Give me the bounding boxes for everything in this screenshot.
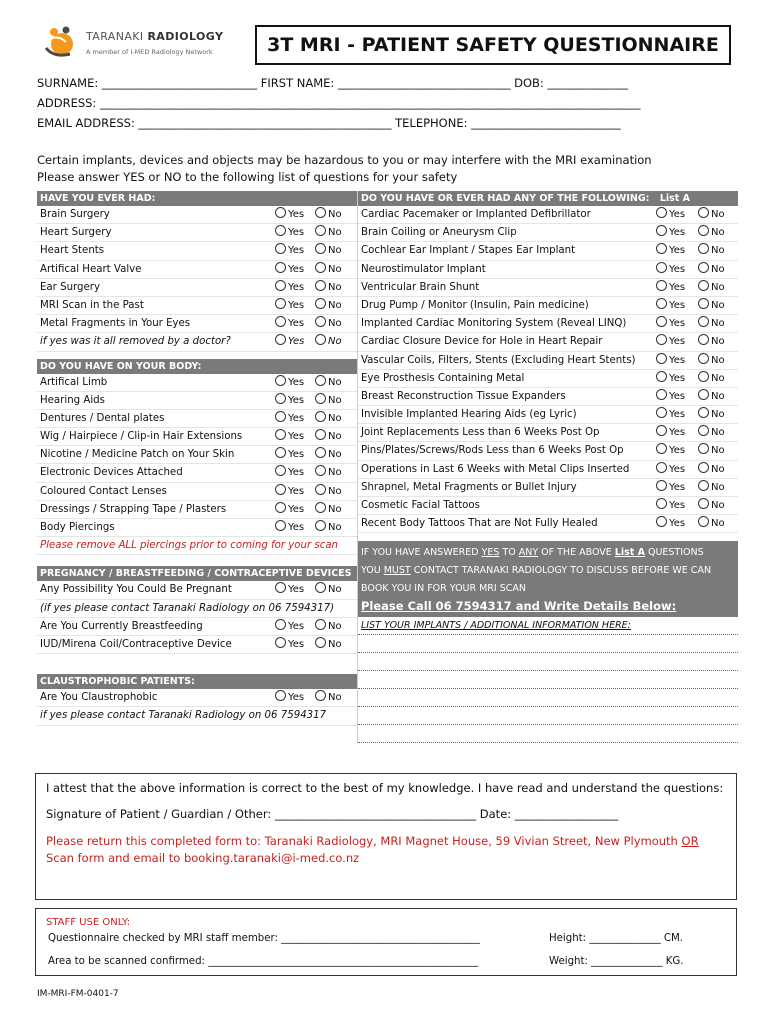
question-label: Cardiac Closure Device for Hole in Heart Repair (361, 336, 603, 348)
no-option[interactable]: No (698, 479, 725, 497)
radio-icon[interactable] (275, 429, 286, 440)
radio-icon[interactable] (656, 280, 667, 291)
radio-icon[interactable] (656, 334, 667, 345)
radio-icon[interactable] (656, 262, 667, 273)
radio-icon[interactable] (275, 447, 286, 458)
question-row (37, 636, 357, 654)
yes-option[interactable]: Yes (275, 279, 304, 297)
no-option[interactable]: No (315, 581, 342, 599)
piercing-note: Please remove ALL piercings prior to coming for your scan (37, 537, 357, 555)
radio-icon[interactable] (315, 465, 326, 476)
no-option[interactable]: No (698, 279, 725, 297)
notice-line-2: YOU MUST CONTACT TARANAKI RADIOLOGY TO DISCUSS BEFORE WE CAN (361, 565, 712, 577)
details-line[interactable] (358, 635, 738, 653)
intro-text (37, 152, 652, 186)
question-label: Nicotine / Medicine Patch on Your Skin (40, 449, 235, 461)
question-label: Artifical Limb (40, 376, 108, 388)
radio-icon[interactable] (698, 207, 709, 218)
question-label: Joint Replacements Less than 6 Weeks Post Op (361, 427, 600, 439)
question-label: Heart Stents (40, 245, 105, 257)
question-row (37, 428, 357, 446)
question-label: Heart Surgery (40, 227, 112, 239)
question-label: Dressings / Strapping Tape / Plasters (40, 503, 227, 515)
patient-name-line[interactable]: SURNAME: ___________________________ FIRST NAME: ______________________________ DOB: ______________ (37, 76, 628, 90)
radio-icon[interactable] (656, 462, 667, 473)
question-row (358, 479, 738, 497)
question-row (37, 483, 357, 501)
radio-icon[interactable] (698, 243, 709, 254)
radio-icon[interactable] (275, 690, 286, 701)
question-label: Pins/Plates/Screws/Rods Less than 6 Weeks Post Op (361, 445, 624, 457)
yes-option[interactable]: Yes (275, 519, 304, 537)
radio-icon[interactable] (275, 280, 286, 291)
no-option[interactable]: No (698, 261, 725, 279)
radio-icon[interactable] (698, 334, 709, 345)
yes-option[interactable]: Yes (275, 581, 304, 599)
no-option[interactable]: No (698, 242, 725, 260)
yes-option[interactable]: Yes (275, 501, 304, 519)
question-row (358, 461, 738, 479)
no-option[interactable]: No (698, 224, 725, 242)
radio-icon[interactable] (698, 407, 709, 418)
question-label: Body Piercings (40, 522, 115, 533)
yes-option[interactable]: Yes (275, 618, 304, 636)
question-row (37, 618, 357, 636)
yes-option[interactable]: Yes (656, 461, 685, 479)
yes-option[interactable]: Yes (656, 297, 685, 315)
question-row (37, 689, 357, 707)
question-row (358, 297, 738, 315)
yes-option[interactable]: Yes (275, 410, 304, 428)
question-label: Drug Pump / Monitor (Insulin, Pain medicine) (361, 299, 589, 311)
radio-icon[interactable] (275, 334, 286, 345)
question-label: Electronic Devices Attached (40, 467, 183, 479)
no-option[interactable]: No (698, 461, 725, 479)
attestation-box (35, 773, 737, 900)
checked-by-line[interactable]: Questionnaire checked by MRI staff member: _______________________________________ (48, 933, 480, 944)
question-label: Artifical Heart Valve (40, 263, 142, 275)
yes-option[interactable]: Yes (275, 689, 304, 707)
yes-option[interactable]: Yes (275, 636, 304, 654)
radio-icon[interactable] (275, 502, 286, 513)
yes-option[interactable]: Yes (656, 352, 685, 370)
details-line[interactable] (358, 689, 738, 707)
yes-option[interactable]: Yes (656, 406, 685, 424)
radio-icon[interactable] (315, 520, 326, 531)
question-label: Are You Claustrophobic (40, 692, 158, 704)
radio-icon[interactable] (315, 225, 326, 236)
radio-icon[interactable] (698, 353, 709, 364)
question-row (358, 497, 738, 515)
question-label: Cochlear Ear Implant / Stapes Ear Implant (361, 245, 576, 257)
page-title: 3T MRI - PATIENT SAFETY QUESTIONNAIRE (255, 25, 731, 65)
radio-icon[interactable] (315, 316, 326, 327)
radio-icon[interactable] (275, 225, 286, 236)
no-option[interactable]: No (315, 224, 342, 242)
signature-line[interactable]: Signature of Patient / Guardian / Other: ___________________________________ Date: __________________ (46, 807, 619, 821)
no-option[interactable]: No (698, 497, 725, 515)
no-option[interactable]: No (315, 261, 342, 279)
question-label: Eye Prosthesis Containing Metal (361, 372, 525, 384)
no-option[interactable]: No (315, 279, 342, 297)
question-label: Vascular Coils, Filters, Stents (Excluding Heart Stents) (361, 354, 636, 366)
yes-option[interactable]: Yes (656, 442, 685, 460)
radio-icon[interactable] (275, 520, 286, 531)
notice-line-3: BOOK YOU IN FOR YOUR MRI SCAN (361, 583, 527, 595)
list-a-label: List A (659, 193, 690, 204)
question-row (358, 442, 738, 460)
question-row (37, 464, 357, 482)
radio-icon[interactable] (698, 316, 709, 327)
no-option[interactable]: No (698, 370, 725, 388)
radio-icon[interactable] (656, 425, 667, 436)
radio-icon[interactable] (275, 465, 286, 476)
no-option[interactable]: No (315, 446, 342, 464)
radio-icon[interactable] (656, 298, 667, 309)
question-row (358, 388, 738, 406)
no-option[interactable]: No (698, 424, 725, 442)
height-field[interactable]: Height: ______________ CM. (549, 933, 684, 944)
question-label: Ventricular Brain Shunt (361, 281, 480, 293)
address-line[interactable]: ADDRESS: ______________________________________________________________________________________________ (37, 96, 641, 110)
question-label: MRI Scan in the Past (40, 299, 144, 311)
question-row (358, 406, 738, 424)
attestation-text: I attest that the above information is correct to the best of my knowledge. I have read and understand the questions: (46, 781, 724, 795)
question-row (358, 242, 738, 260)
right-column (357, 191, 738, 743)
section-on-your-body (37, 374, 357, 538)
question-label: Invisible Implanted Hearing Aids (eg Lyric) (361, 409, 577, 421)
radio-icon[interactable] (698, 225, 709, 236)
question-label: Cardiac Pacemaker or Implanted Defibrillator (361, 209, 591, 220)
question-row (358, 424, 738, 442)
radio-icon[interactable] (656, 407, 667, 418)
yes-option[interactable]: Yes (275, 333, 304, 351)
pregnancy-note: (if yes please contact Taranaki Radiology on 06 7594317) (37, 600, 357, 618)
question-label: Neurostimulator Implant (361, 263, 486, 275)
radio-icon[interactable] (315, 375, 326, 386)
question-label: Brain Surgery (40, 209, 110, 220)
radio-icon[interactable] (315, 262, 326, 273)
staff-use-box (35, 908, 737, 976)
radio-icon[interactable] (698, 498, 709, 509)
yes-option[interactable]: Yes (275, 446, 304, 464)
question-label: Recent Body Tattoos That are Not Fully Healed (361, 518, 598, 530)
question-label: Implanted Cardiac Monitoring System (Reveal LINQ) (361, 318, 627, 330)
radio-icon[interactable] (656, 498, 667, 509)
logo-tagline: A member of I-MED Radiology Network (86, 48, 213, 56)
no-option[interactable]: No (315, 618, 342, 636)
question-label: if yes was it all removed by a doctor? (40, 336, 231, 348)
question-label: IUD/Mirena Coil/Contraceptive Device (40, 638, 232, 650)
no-option[interactable]: No (315, 636, 342, 654)
yes-option[interactable]: Yes (656, 315, 685, 333)
yes-option[interactable]: Yes (656, 206, 685, 224)
question-label: Coloured Contact Lenses (40, 485, 167, 497)
no-option[interactable]: No (698, 515, 725, 533)
details-line[interactable] (358, 671, 738, 689)
details-line[interactable] (358, 653, 738, 671)
yes-option[interactable]: Yes (656, 388, 685, 406)
no-option[interactable]: No (315, 297, 342, 315)
question-row (358, 224, 738, 242)
radio-icon[interactable] (698, 298, 709, 309)
radio-icon[interactable] (315, 502, 326, 513)
no-option[interactable]: No (698, 406, 725, 424)
question-row (358, 315, 738, 333)
no-option[interactable]: No (698, 315, 725, 333)
radio-icon[interactable] (656, 516, 667, 527)
radio-icon[interactable] (656, 480, 667, 491)
yes-option[interactable]: Yes (275, 374, 304, 392)
question-label: Brain Coiling or Aneurysm Clip (361, 227, 517, 239)
radio-icon[interactable] (315, 207, 326, 218)
yes-option[interactable]: Yes (275, 206, 304, 224)
yes-option[interactable]: Yes (656, 224, 685, 242)
list-a-header-label: DO YOU HAVE OR EVER HAD ANY OF THE FOLLOWING: (361, 193, 650, 204)
no-option[interactable]: No (315, 315, 342, 333)
yes-option[interactable]: Yes (656, 261, 685, 279)
question-row (37, 501, 357, 519)
yes-option[interactable]: Yes (656, 497, 685, 515)
no-option[interactable]: No (698, 333, 725, 351)
radio-icon[interactable] (698, 389, 709, 400)
question-label: Any Possibility You Could Be Pregnant (40, 584, 232, 596)
question-row (358, 352, 738, 370)
question-row (37, 279, 357, 297)
radio-icon[interactable] (315, 484, 326, 495)
radio-icon[interactable] (275, 619, 286, 630)
list-a-notice (358, 541, 738, 617)
radio-icon[interactable] (698, 516, 709, 527)
question-row (37, 374, 357, 392)
question-row (358, 261, 738, 279)
staff-use-title: STAFF USE ONLY: (46, 917, 131, 928)
radio-icon[interactable] (698, 480, 709, 491)
radio-icon[interactable] (656, 353, 667, 364)
radio-icon[interactable] (315, 393, 326, 404)
question-row (37, 392, 357, 410)
question-row (358, 333, 738, 351)
no-option[interactable]: No (315, 206, 342, 224)
yes-option[interactable]: Yes (275, 428, 304, 446)
yes-option[interactable]: Yes (656, 370, 685, 388)
email-phone-line[interactable]: EMAIL ADDRESS: ____________________________________________ TELEPHONE: __________________________ (37, 116, 621, 130)
question-row (37, 410, 357, 428)
radio-icon[interactable] (275, 298, 286, 309)
question-row (37, 224, 357, 242)
radio-icon[interactable] (656, 443, 667, 454)
radio-icon[interactable] (315, 447, 326, 458)
question-label: Wig / Hairpiece / Clip-in Hair Extensions (40, 431, 243, 443)
question-label: Dentures / Dental plates (40, 412, 165, 424)
logo-brand: TARANAKI RADIOLOGY (86, 30, 224, 43)
yes-option[interactable]: Yes (275, 297, 304, 315)
question-label: Hearing Aids (40, 394, 105, 406)
section-on-your-body-header: DO YOU HAVE ON YOUR BODY: (37, 359, 357, 374)
no-option[interactable]: No (698, 442, 725, 460)
email-link[interactable]: booking.taranaki@i-med.co.nz (183, 851, 360, 865)
details-line[interactable] (358, 725, 738, 743)
radio-icon[interactable] (698, 262, 709, 273)
radio-icon[interactable] (656, 243, 667, 254)
claustrophobic-note: if yes please contact Taranaki Radiology on 06 7594317 (37, 707, 357, 725)
radio-icon[interactable] (315, 582, 326, 593)
list-implants-label: LIST YOUR IMPLANTS / ADDITIONAL INFORMATION HERE: (358, 617, 738, 635)
radio-icon[interactable] (698, 462, 709, 473)
question-row (37, 446, 357, 464)
question-row (358, 279, 738, 297)
details-line[interactable] (358, 707, 738, 725)
question-row (37, 261, 357, 279)
radio-icon[interactable] (275, 582, 286, 593)
form-code: IM-MRI-FM-0401-7 (37, 989, 119, 999)
radio-icon[interactable] (315, 619, 326, 630)
yes-option[interactable]: Yes (275, 242, 304, 260)
question-row (37, 581, 357, 599)
radio-icon[interactable] (275, 637, 286, 648)
yes-option[interactable]: Yes (656, 424, 685, 442)
radio-icon[interactable] (698, 280, 709, 291)
radio-icon[interactable] (315, 690, 326, 701)
no-option[interactable]: No (698, 206, 725, 224)
yes-option[interactable]: Yes (656, 479, 685, 497)
question-label: Shrapnel, Metal Fragments or Bullet Injury (361, 481, 577, 493)
no-option[interactable]: No (698, 352, 725, 370)
radio-icon[interactable] (656, 316, 667, 327)
radio-icon[interactable] (275, 375, 286, 386)
question-row (358, 370, 738, 388)
yes-option[interactable]: Yes (275, 464, 304, 482)
question-row (37, 519, 357, 537)
question-row (37, 297, 357, 315)
no-option[interactable]: No (315, 519, 342, 537)
weight-field[interactable]: Weight: ______________ KG. (549, 956, 684, 967)
yes-option[interactable]: Yes (275, 392, 304, 410)
yes-option[interactable]: Yes (275, 315, 304, 333)
intro-line-2: Please answer YES or NO to the following list of questions for your safety (37, 170, 458, 184)
section-claustrophobic-header: CLAUSTROPHOBIC PATIENTS: (37, 674, 357, 689)
notice-line-1: IF YOU HAVE ANSWERED YES TO ANY OF THE ABOVE List A QUESTIONS (361, 547, 704, 559)
no-option[interactable]: No (315, 392, 342, 410)
question-row (37, 315, 357, 333)
radio-icon[interactable] (315, 334, 326, 345)
radio-icon[interactable] (275, 243, 286, 254)
call-instruction: Please Call 06 7594317 and Write Details Below: (361, 599, 677, 614)
no-option[interactable]: No (315, 689, 342, 707)
radio-icon[interactable] (315, 243, 326, 254)
radio-icon[interactable] (315, 637, 326, 648)
question-label: Cosmetic Facial Tattoos (361, 500, 480, 511)
question-row (37, 206, 357, 224)
radio-icon[interactable] (275, 262, 286, 273)
yes-option[interactable]: Yes (656, 515, 685, 533)
taranaki-radiology-logo (40, 24, 260, 64)
no-option[interactable]: No (315, 374, 342, 392)
list-a (358, 206, 738, 533)
radio-icon[interactable] (275, 411, 286, 422)
question-label: Operations in Last 6 Weeks with Metal Clips Inserted (361, 463, 630, 475)
radio-icon[interactable] (656, 207, 667, 218)
logo-mark-icon (40, 24, 82, 60)
left-column (37, 191, 357, 726)
return-instructions: Please return this completed form to: Taranaki Radiology, MRI Magnet House, 59 Vivian Street, New Plymouth OR Scan form and email to booking.taranaki@i-med.co.nz (46, 834, 699, 865)
radio-icon[interactable] (315, 429, 326, 440)
question-row (358, 515, 738, 533)
question-row (37, 242, 357, 260)
radio-icon[interactable] (698, 425, 709, 436)
section-have-you-ever-had (37, 206, 357, 333)
question-label: Metal Fragments in Your Eyes (40, 318, 191, 330)
yes-option[interactable]: Yes (656, 279, 685, 297)
radio-icon[interactable] (698, 371, 709, 382)
no-option[interactable]: No (698, 297, 725, 315)
question-row (358, 206, 738, 224)
no-option[interactable]: No (315, 410, 342, 428)
no-option[interactable]: No (315, 242, 342, 260)
section-have-you-ever-had-header: HAVE YOU EVER HAD: (37, 191, 357, 206)
no-option[interactable]: No (698, 388, 725, 406)
radio-icon[interactable] (275, 393, 286, 404)
no-option[interactable]: No (315, 428, 342, 446)
radio-icon[interactable] (315, 280, 326, 291)
radio-icon[interactable] (275, 484, 286, 495)
question-label: Are You Currently Breastfeeding (40, 620, 203, 632)
no-option[interactable]: No (315, 501, 342, 519)
radio-icon[interactable] (656, 225, 667, 236)
section-pregnancy-header: PREGNANCY / BREASTFEEDING / CONTRACEPTIVE DEVICES (37, 566, 357, 581)
radio-icon[interactable] (698, 443, 709, 454)
question-row (37, 333, 357, 351)
yes-option[interactable]: Yes (656, 242, 685, 260)
question-label: Ear Surgery (40, 281, 100, 293)
radio-icon[interactable] (656, 389, 667, 400)
question-label: Breast Reconstruction Tissue Expanders (361, 390, 566, 402)
no-option[interactable]: No (315, 333, 342, 351)
yes-option[interactable]: Yes (656, 333, 685, 351)
radio-icon[interactable] (656, 371, 667, 382)
no-option[interactable]: No (315, 464, 342, 482)
list-a-header (358, 191, 738, 206)
intro-line-1: Certain implants, devices and objects may be hazardous to you or may interfere with the MRI examination (37, 153, 652, 167)
area-confirmed-line[interactable]: Area to be scanned confirmed: _____________________________________________________ (48, 956, 479, 967)
yes-option[interactable]: Yes (275, 224, 304, 242)
radio-icon[interactable] (275, 316, 286, 327)
yes-option[interactable]: Yes (275, 261, 304, 279)
radio-icon[interactable] (315, 298, 326, 309)
no-option[interactable]: No (315, 483, 342, 501)
radio-icon[interactable] (275, 207, 286, 218)
yes-option[interactable]: Yes (275, 483, 304, 501)
radio-icon[interactable] (315, 411, 326, 422)
